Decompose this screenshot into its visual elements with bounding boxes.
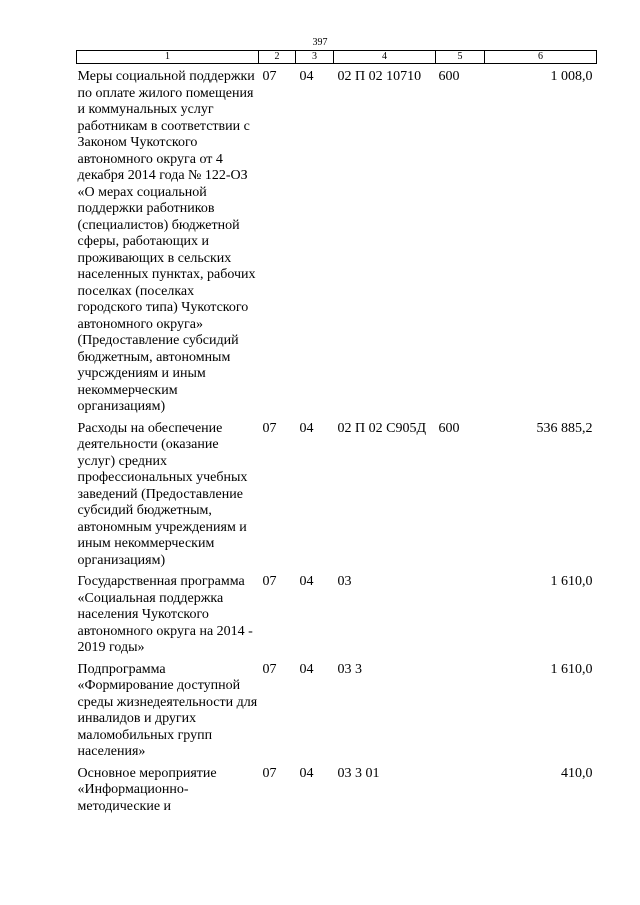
table-row [77,761,597,816]
row-expense-type-code [436,569,485,657]
page-number: 397 [312,37,328,48]
row-name: Меры социальной поддержки по оплате жилого помещения и коммунальных услуг работникам в соответствии с Законом Чукотского автономного округа от 4 декабря 2014 года № 122-ОЗ «О мерах социальной поддержки работников (специалистов) бюджетной сферы, работающих и проживающих в сельских населенных пунктах, рабочих поселках (поселках городского типа) Чукотского автономного округа» (Предоставление субсидий бюджетным, автономным учрсждениям и иным некоммерческим организациям) [77,69,256,414]
table-row [77,657,597,761]
column-header-2: 2 [259,51,296,64]
row-subsection-code: 04 [299,661,314,677]
column-header-5: 5 [436,51,485,64]
row-name: Расходы на обеспечение деятельности (оказание услуг) средних профессиональных учебных заведений (Предоставление субсидий бюджетным, автономным учреждениям и иным некоммерческим организациям) [77,420,248,568]
column-header-4: 4 [334,51,436,64]
row-subsection-code: 04 [299,765,314,781]
row-section-code: 07 [262,765,277,781]
row-expense-type-code: 600 [438,69,460,84]
row-expense-type-code [436,761,485,816]
row-amount: 536 885,2 [536,420,593,436]
row-name: Государственная программа «Социальная поддержка населения Чукотского автономного округа на 2014 - 2019 годы» [77,574,253,655]
column-number-row [77,51,597,64]
row-section-code: 07 [262,661,277,677]
budget-table [76,50,597,815]
row-target-item-code: 03 3 [337,661,362,677]
column-header-1: 1 [77,51,259,64]
row-amount: 1 008,0 [550,69,593,84]
row-subsection-code: 04 [299,420,314,436]
row-target-item-code: 03 3 01 [337,765,380,781]
row-expense-type-code: 600 [438,420,460,436]
row-section-code: 07 [262,574,277,589]
row-subsection-code: 04 [299,574,314,589]
row-target-item-code: 02 П 02 С905Д [337,420,426,436]
table-row [77,64,597,416]
table-row [77,569,597,657]
row-target-item-code: 02 П 02 10710 [337,69,422,84]
row-amount: 1 610,0 [550,574,593,589]
row-section-code: 07 [262,69,277,84]
row-amount: 1 610,0 [550,661,593,677]
row-subsection-code: 04 [299,69,314,84]
row-expense-type-code [436,657,485,761]
column-header-6: 6 [485,51,597,64]
row-name: Основное мероприятие «Информационно-методические и [77,765,217,814]
row-amount: 410,0 [561,765,593,781]
row-section-code: 07 [262,420,277,436]
row-name: Подпрограмма «Формирование доступной среды жизнедеятельности для инвалидов и других маломобильных групп населения» [77,661,258,759]
column-header-3: 3 [296,51,334,64]
table-row [77,416,597,570]
row-target-item-code: 03 [337,574,352,589]
